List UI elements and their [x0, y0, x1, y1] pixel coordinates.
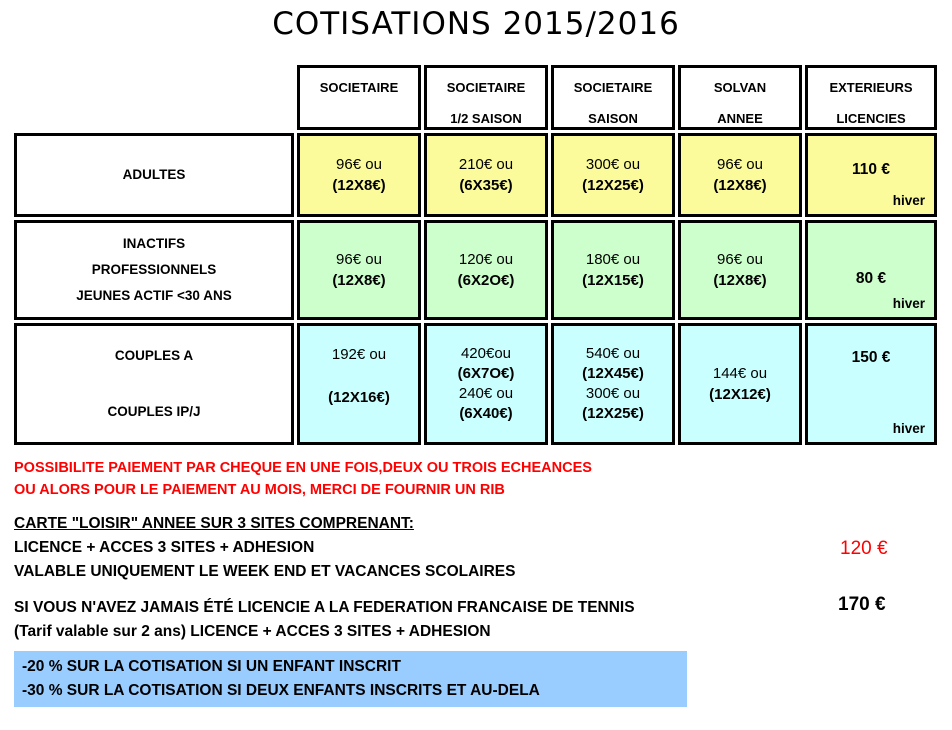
- fee-cell: 144€ ou (12X12€): [678, 323, 802, 445]
- fft-licence-price: 170 €: [838, 594, 886, 615]
- fee-cell: 120€ ou (6X2O€): [424, 220, 548, 320]
- fee-cell: 96€ ou (12X8€): [678, 133, 802, 217]
- row-label-adultes: ADULTES: [14, 133, 294, 217]
- row-inactifs: [14, 220, 937, 320]
- row-couples: [14, 323, 937, 445]
- loisir-card-heading: CARTE "LOISIR" ANNEE SUR 3 SITES COMPRENANT:: [14, 515, 414, 532]
- fee-cell: 540€ ou (12X45€) 300€ ou (12X25€): [551, 323, 675, 445]
- payment-note: POSSIBILITE PAIEMENT PAR CHEQUE EN UNE FOIS,DEUX OU TROIS ECHEANCES OU ALORS POUR LE PAIEMENT AU MOIS, MERCI DE FOURNIR UN RIB: [14, 460, 592, 498]
- exterior-fee-cell: 80 € hiver: [805, 220, 937, 320]
- loisir-card-price: 120 €: [840, 538, 888, 559]
- column-header-exterieurs-licencies: EXTERIEURS LICENCIES: [805, 65, 937, 130]
- header-row: [14, 65, 937, 130]
- fee-cell: 300€ ou (12X25€): [551, 133, 675, 217]
- exterior-fee-cell: 110 € hiver: [805, 133, 937, 217]
- column-header-societaire: SOCIETAIRE: [297, 65, 421, 130]
- column-header-societaire-demi-saison: SOCIETAIRE 1/2 SAISON: [424, 65, 548, 130]
- fee-cell: 192€ ou (12X16€): [297, 323, 421, 445]
- fee-cell: 420€ou (6X7O€) 240€ ou (6X40€): [424, 323, 548, 445]
- family-discount-box: -20 % SUR LA COTISATION SI UN ENFANT INSCRIT -30 % SUR LA COTISATION SI DEUX ENFANTS INSCRITS ET AU-DELA: [14, 651, 687, 707]
- hiver-note: hiver: [892, 296, 925, 311]
- corner-blank-cell: [14, 65, 294, 130]
- fft-licence-section: SI VOUS N'AVEZ JAMAIS ÉTÉ LICENCIE A LA FEDERATION FRANCAISE DE TENNIS (Tarif valable sur 2 ans) LICENCE + ACCES 3 SITES + ADHESION: [14, 599, 635, 640]
- hiver-note: hiver: [892, 193, 925, 208]
- page-title: COTISATIONS 2015/2016: [272, 6, 680, 42]
- loisir-card-section: CARTE "LOISIR" ANNEE SUR 3 SITES COMPRENANT: LICENCE + ACCES 3 SITES + ADHESION VALABLE UNIQUEMENT LE WEEK END ET VACANCES SCOLAIRES: [14, 512, 515, 584]
- exterior-fee-cell: 150 € hiver: [805, 323, 937, 445]
- fee-cell: 96€ ou (12X8€): [297, 133, 421, 217]
- column-header-solvan-annee: SOLVAN ANNEE: [678, 65, 802, 130]
- fee-cell: 96€ ou (12X8€): [678, 220, 802, 320]
- hiver-note: hiver: [892, 421, 925, 436]
- row-label-inactifs: INACTIFS PROFESSIONNELS JEUNES ACTIF <30 ANS: [14, 220, 294, 320]
- tariff-table: [11, 62, 940, 448]
- row-label-couples: COUPLES A COUPLES IP/J: [14, 323, 294, 445]
- fee-cell: 180€ ou (12X15€): [551, 220, 675, 320]
- fee-cell: 210€ ou (6X35€): [424, 133, 548, 217]
- row-adultes: [14, 133, 937, 217]
- column-header-societaire-saison: SOCIETAIRE SAISON: [551, 65, 675, 130]
- fee-cell: 96€ ou (12X8€): [297, 220, 421, 320]
